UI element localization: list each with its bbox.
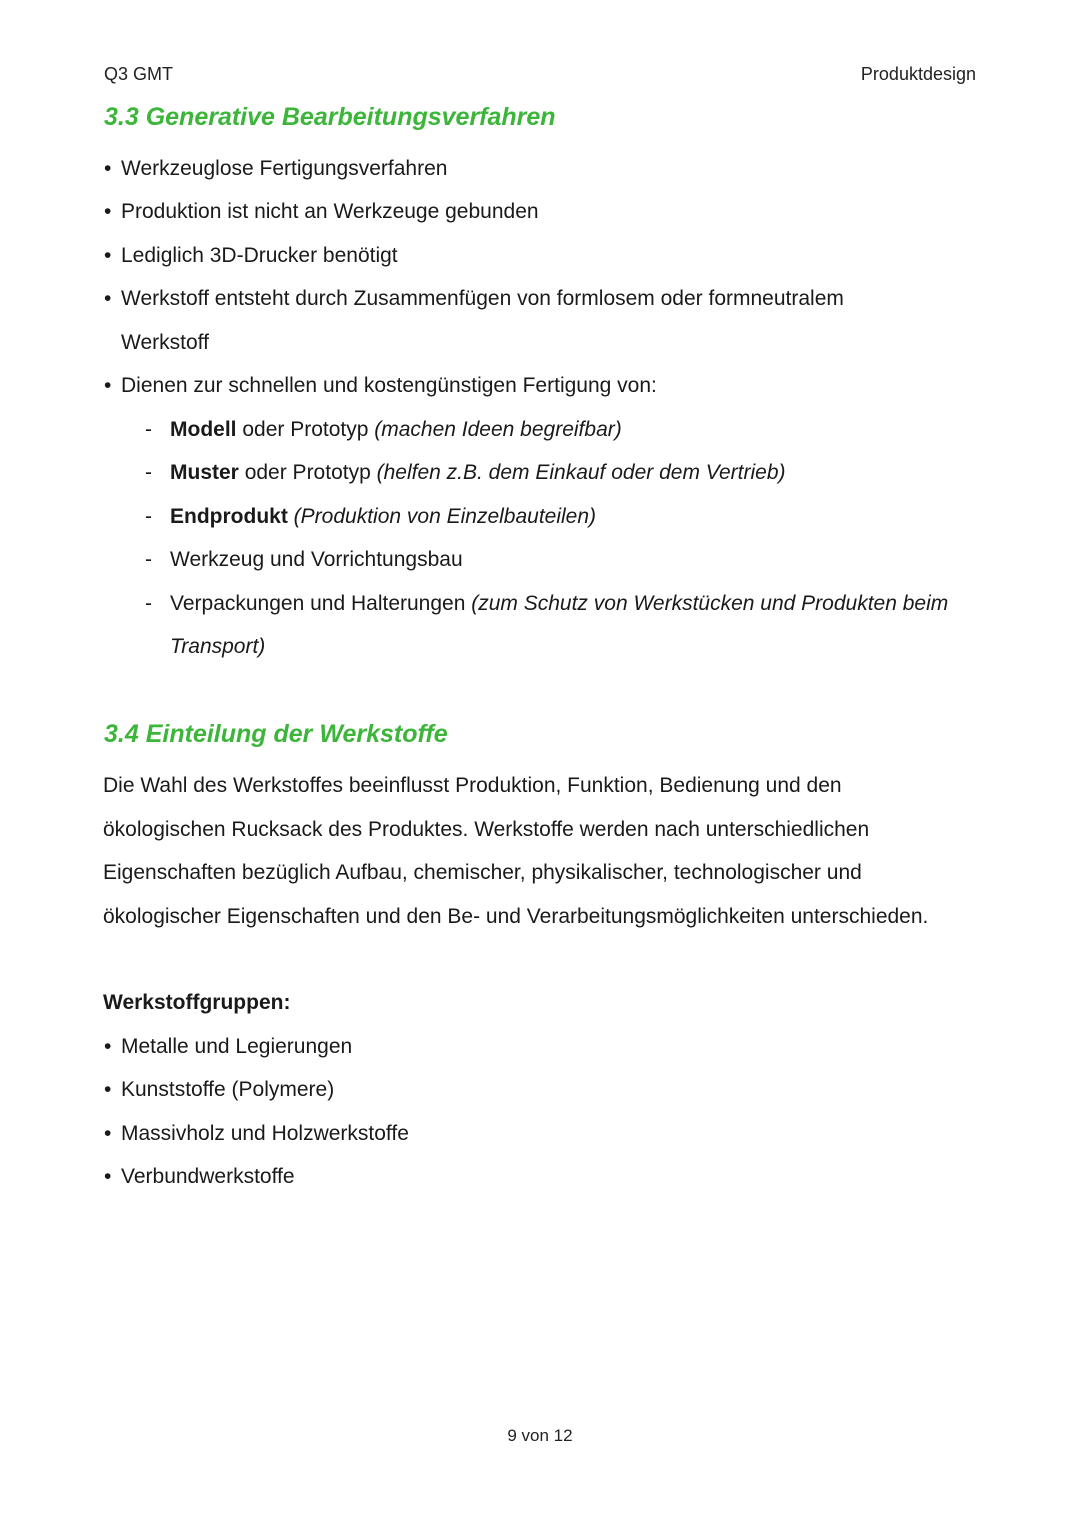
sub-list-item: - Muster oder Prototyp (helfen z.B. dem Einkauf oder dem Vertrieb) bbox=[145, 459, 786, 487]
paragraph-line: Die Wahl des Werkstoffes beeinflusst Produktion, Funktion, Bedienung und den bbox=[103, 774, 842, 797]
bullet-icon: • bbox=[104, 287, 112, 310]
sub-list-item: - Werkzeug und Vorrichtungsbau bbox=[145, 546, 463, 574]
bullet-icon: • bbox=[104, 1078, 112, 1101]
paragraph-line: ökologischer Eigenschaften und den Be- und Verarbeitungsmöglichkeiten unterschieden. bbox=[103, 905, 929, 928]
bullet-icon: • bbox=[104, 1122, 112, 1145]
list-item: • Dienen zur schnellen und kostengünstigen Fertigung von: bbox=[104, 372, 657, 400]
list-item: • Werkzeuglose Fertigungsverfahren bbox=[104, 155, 447, 183]
section-heading-3-3: 3.3 Generative Bearbeitungsverfahren bbox=[104, 103, 556, 131]
header-course: Q3 GMT bbox=[104, 64, 174, 84]
groups-title: Werkstoffgruppen: bbox=[103, 991, 291, 1014]
list-item: • Verbundwerkstoffe bbox=[104, 1163, 295, 1191]
dash-icon: - bbox=[145, 461, 152, 484]
header-subject: Produktdesign bbox=[860, 64, 976, 84]
list-item: • Kunststoffe (Polymere) bbox=[104, 1076, 334, 1104]
sub-list-item: - Endprodukt (Produktion von Einzelbauteilen) bbox=[145, 503, 596, 531]
bullet-icon: • bbox=[104, 157, 112, 180]
dash-icon: - bbox=[145, 592, 152, 615]
dash-icon: - bbox=[145, 418, 152, 441]
list-item: • Lediglich 3D-Drucker benötigt bbox=[104, 242, 398, 270]
bullet-icon: • bbox=[104, 1035, 112, 1058]
sub-list-item-continuation: Transport) bbox=[170, 635, 266, 658]
bullet-icon: • bbox=[104, 244, 112, 267]
sub-list-item: - Modell oder Prototyp (machen Ideen begreifbar) bbox=[145, 416, 622, 444]
paragraph-line: Eigenschaften bezüglich Aufbau, chemischer, physikalischer, technologischer und bbox=[103, 861, 862, 884]
dash-icon: - bbox=[145, 505, 152, 528]
section-heading-3-4: 3.4 Einteilung der Werkstoffe bbox=[104, 720, 448, 748]
bullet-icon: • bbox=[104, 1165, 112, 1188]
list-item-continuation: Werkstoff bbox=[121, 331, 209, 354]
list-item: • Metalle und Legierungen bbox=[104, 1033, 352, 1061]
sub-list-item: - Verpackungen und Halterungen (zum Schutz von Werkstücken und Produkten beim bbox=[145, 590, 948, 618]
list-item: • Massivholz und Holzwerkstoffe bbox=[104, 1120, 409, 1148]
bullet-icon: • bbox=[104, 374, 112, 397]
page-number: 9 von 12 bbox=[507, 1426, 573, 1445]
paragraph-line: ökologischen Rucksack des Produktes. Werkstoffe werden nach unterschiedlichen bbox=[103, 818, 870, 841]
list-item: • Werkstoff entsteht durch Zusammenfügen von formlosem oder formneutralem bbox=[104, 285, 844, 313]
bullet-icon: • bbox=[104, 200, 112, 223]
dash-icon: - bbox=[145, 548, 152, 571]
list-item: • Produktion ist nicht an Werkzeuge gebunden bbox=[104, 198, 539, 226]
